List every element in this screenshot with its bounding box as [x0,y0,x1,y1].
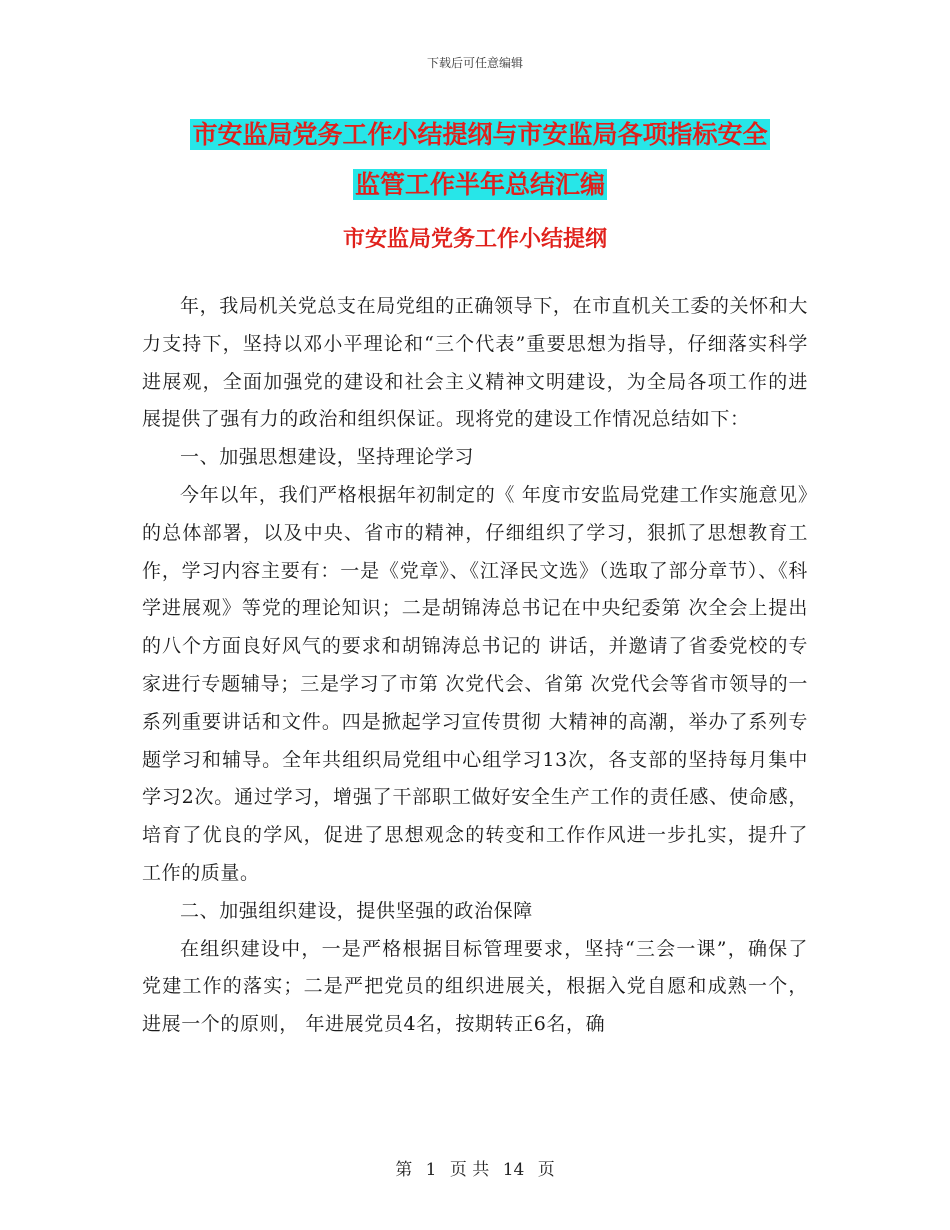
page-total: 14 [502,1160,525,1180]
paragraph-study: 今年以年，我们严格根据年初制定的《 年度市安监局党建工作实施意见》的总体部署，以及中央、省市的精神，仔细组织了学习，狠抓了思想教育工作，学习内容主要有：一是《党章》、《江泽民文选》（选取了部分章节）、《科学进展观》等党的理论知识；二是胡锦涛总书记在中央纪委第 次全会上提出的八个方面良好风气的要求和胡锦涛总书记的 讲话，并邀请了省委党校的专家进行专题辅导；三是学习了市第 次党代会、省第 次党代会等省市领导的一系列重要讲话和文件。四是掀起学习宣传贯彻 大精神的高潮，举办了系列专题学习和辅导。全年共组织局党组中心组学习13次，各支部的坚持每月集中学习2次。通过学习，增强了干部职工做好安全生产工作的责任感、使命感，培育了优良的学风，促进了思想观念的转变和工作作风进一步扎实，提升了工作的质量。 [142,483,808,884]
footer-prefix: 第 [395,1160,413,1180]
footer-suffix: 页 [537,1160,555,1180]
paragraph-organization: 在组织建设中，一是严格根据目标管理要求，坚持“三会一课”，确保了党建工作的落实；二是严把党员的组织进展关，根据入党自愿和成熟一个，进展一个的原则， 年进展党员4名，按期转正6名，确 [142,937,808,1036]
page-number: 1 [425,1160,437,1180]
section-title: 市安监局党务工作小结提纲 [342,227,607,252]
paragraph-intro: 年，我局机关党总支在局党组的正确领导下，在市直机关工委的关怀和大力支持下，坚持以邓小平理论和“三个代表”重要思想为指导，仔细落实科学进展观，全面加强党的建设和社会主义精神文明建设，为全局各项工作的进展提供了强有力的政治和组织保证。现将党的建设工作情况总结如下： [142,295,808,431]
heading-2: 二、加强组织建设，提供坚强的政治保障 [180,899,533,922]
title-line-2: 监管工作半年总结汇编 [354,170,605,199]
header-note: 下载后可任意编辑 [426,56,523,70]
body-text [142,288,808,1044]
page-footer [0,1155,950,1180]
heading-1: 一、加强思想建设，坚持理论学习 [180,446,475,469]
footer-middle: 页 共 [449,1160,490,1180]
document-title [140,110,820,210]
title-line-1: 市安监局党务工作小结提纲与市安监局各项指标安全 [192,120,768,149]
